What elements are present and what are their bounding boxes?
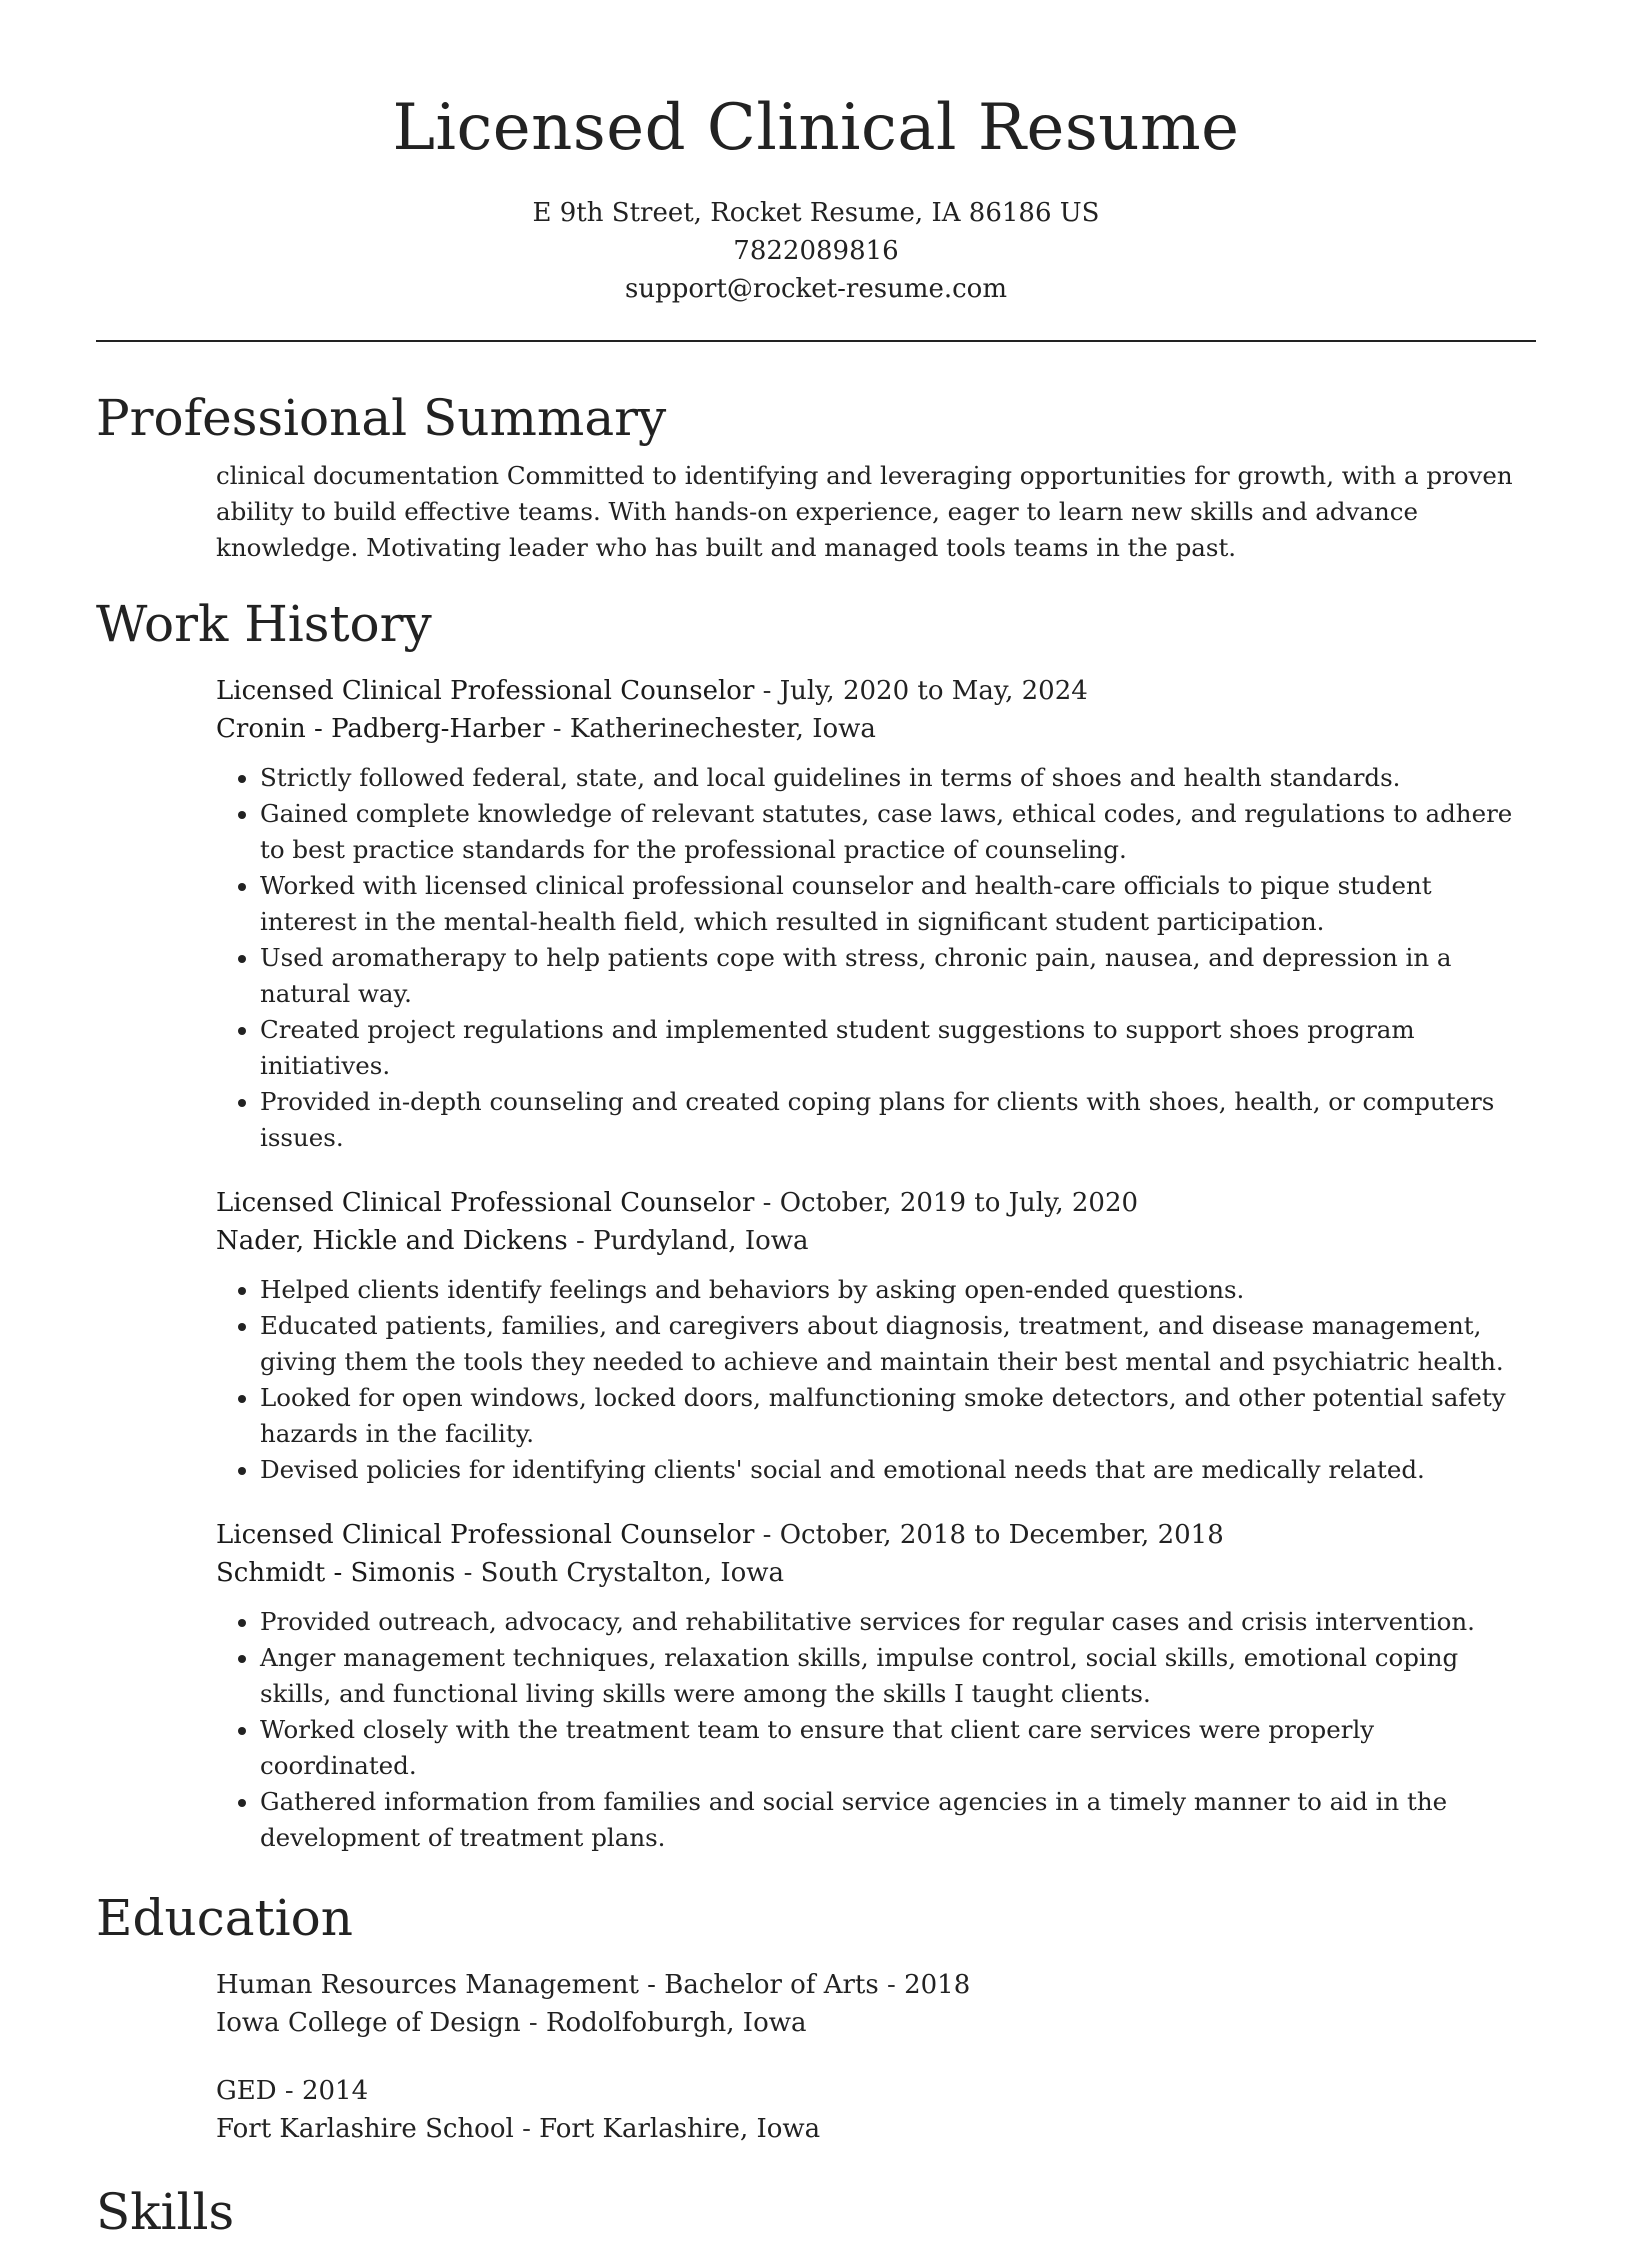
job-dates: October, 2018 to December, 2018 — [779, 1520, 1224, 1550]
job-location: Katherinechester, Iowa — [569, 714, 876, 744]
summary-section — [96, 384, 1536, 566]
education-location: Fort Karlashire, Iowa — [539, 2114, 821, 2144]
job-location: South Crystalton, Iowa — [480, 1558, 785, 1588]
job-company-line: Schmidt - Simonis - South Crystalton, Iowa — [216, 1558, 785, 1588]
job-bullets — [216, 1604, 1536, 1856]
education-school: Iowa College of Design — [216, 2008, 521, 2038]
list-item: • Educated patients, families, and caregivers about diagnosis, treatment, and disease management, giving them the tools they needed to achieve and maintain their best mental and psychiatric health. — [260, 1308, 1536, 1380]
list-item: • Used aromatherapy to help patients cope with stress, chronic pain, nausea, and depression in a natural way. — [260, 940, 1536, 1012]
job-bullets — [216, 760, 1536, 1156]
job-company-line: Cronin - Padberg-Harber - Katherinechester, Iowa — [216, 714, 876, 744]
contact-block — [0, 194, 1632, 308]
resume-header — [0, 0, 1632, 308]
job-company: Cronin - Padberg-Harber — [216, 714, 545, 744]
education-school: Fort Karlashire School — [216, 2114, 514, 2144]
contact-address: E 9th Street, Rocket Resume, IA 86186 US — [532, 198, 1100, 228]
job-title: Licensed Clinical Professional Counselor — [216, 1188, 755, 1218]
list-item: • Provided in-depth counseling and created coping plans for clients with shoes, health, or computers issues. — [260, 1084, 1536, 1156]
list-item: • Anger management techniques, relaxation skills, impulse control, social skills, emotional coping skills, and functional living skills were among the skills I taught clients. — [260, 1640, 1536, 1712]
education-school-line: Fort Karlashire School - Fort Karlashire, Iowa — [216, 2114, 821, 2144]
section-title-education: Education — [96, 1889, 353, 1947]
job-dates: July, 2020 to May, 2024 — [779, 676, 1088, 706]
education-school-line: Iowa College of Design - Rodolfoburgh, Iowa — [216, 2008, 807, 2038]
job-company-line: Nader, Hickle and Dickens - Purdyland, Iowa — [216, 1226, 809, 1256]
list-item: • Gained complete knowledge of relevant statutes, case laws, ethical codes, and regulations to adhere to best practice standards for the professional practice of counseling. — [260, 796, 1536, 868]
list-item: • Created project regulations and implemented student suggestions to support shoes program initiatives. — [260, 1012, 1536, 1084]
list-item: • Gathered information from families and social service agencies in a timely manner to aid in the development of treatment plans. — [260, 1784, 1536, 1856]
header-divider — [96, 340, 1536, 342]
education-degree-line: Human Resources Management - Bachelor of Arts - 2018 — [216, 1970, 971, 2000]
job-entry — [216, 672, 1536, 1156]
work-history-section — [96, 590, 1536, 1856]
section-title-work-history: Work History — [96, 595, 432, 653]
list-item: • Provided outreach, advocacy, and rehabilitative services for regular cases and crisis intervention. — [260, 1604, 1536, 1640]
job-location: Purdyland, Iowa — [593, 1226, 809, 1256]
job-company: Schmidt - Simonis — [216, 1558, 456, 1588]
education-section — [96, 1884, 1536, 2148]
section-title-skills: Skills — [96, 2183, 235, 2241]
job-title-line: Licensed Clinical Professional Counselor - July, 2020 to May, 2024 — [216, 676, 1088, 706]
education-year: 2014 — [301, 2076, 369, 2106]
job-entry — [216, 1516, 1536, 1856]
list-item: • Strictly followed federal, state, and local guidelines in terms of shoes and health standards. — [260, 760, 1536, 796]
section-title-summary: Professional Summary — [96, 389, 667, 447]
list-item: • Worked with licensed clinical professional counselor and health-care officials to pique student interest in the mental-health field, which resulted in significant student participation. — [260, 868, 1536, 940]
education-entry — [216, 2072, 1536, 2148]
contact-email: support@rocket-resume.com — [624, 274, 1007, 304]
list-item: • Devised policies for identifying clients' social and emotional needs that are medically related. — [260, 1452, 1536, 1488]
resume-name: Licensed Clinical Resume — [392, 91, 1240, 165]
job-bullets — [216, 1272, 1536, 1488]
contact-phone: 7822089816 — [733, 236, 899, 266]
education-year: 2018 — [904, 1970, 971, 2000]
education-entry — [216, 1966, 1536, 2042]
job-title: Licensed Clinical Professional Counselor — [216, 1520, 755, 1550]
list-item: • Looked for open windows, locked doors, malfunctioning smoke detectors, and other potential safety hazards in the facility. — [260, 1380, 1536, 1452]
job-entry — [216, 1184, 1536, 1488]
job-title-line: Licensed Clinical Professional Counselor - October, 2019 to July, 2020 — [216, 1188, 1139, 1218]
education-degree: Human Resources Management - Bachelor of Arts — [216, 1970, 879, 2000]
job-company: Nader, Hickle and Dickens — [216, 1226, 568, 1256]
job-title: Licensed Clinical Professional Counselor — [216, 676, 755, 706]
education-degree: GED — [216, 2076, 277, 2106]
skills-section — [96, 2178, 1536, 2246]
education-degree-line: GED - 2014 — [216, 2076, 369, 2106]
education-location: Rodolfoburgh, Iowa — [545, 2008, 807, 2038]
list-item: • Helped clients identify feelings and behaviors by asking open-ended questions. — [260, 1272, 1536, 1308]
summary-text: clinical documentation Committed to identifying and leveraging opportunities for growth, with a proven ability to build effective teams. With hands-on experience, eager to learn new skills and advance knowledge. Motivating leader who has built and managed tools teams in the past. — [216, 461, 1513, 562]
list-item: • Worked closely with the treatment team to ensure that client care services were properly coordinated. — [260, 1712, 1536, 1784]
job-title-line: Licensed Clinical Professional Counselor - October, 2018 to December, 2018 — [216, 1520, 1224, 1550]
job-dates: October, 2019 to July, 2020 — [779, 1188, 1139, 1218]
